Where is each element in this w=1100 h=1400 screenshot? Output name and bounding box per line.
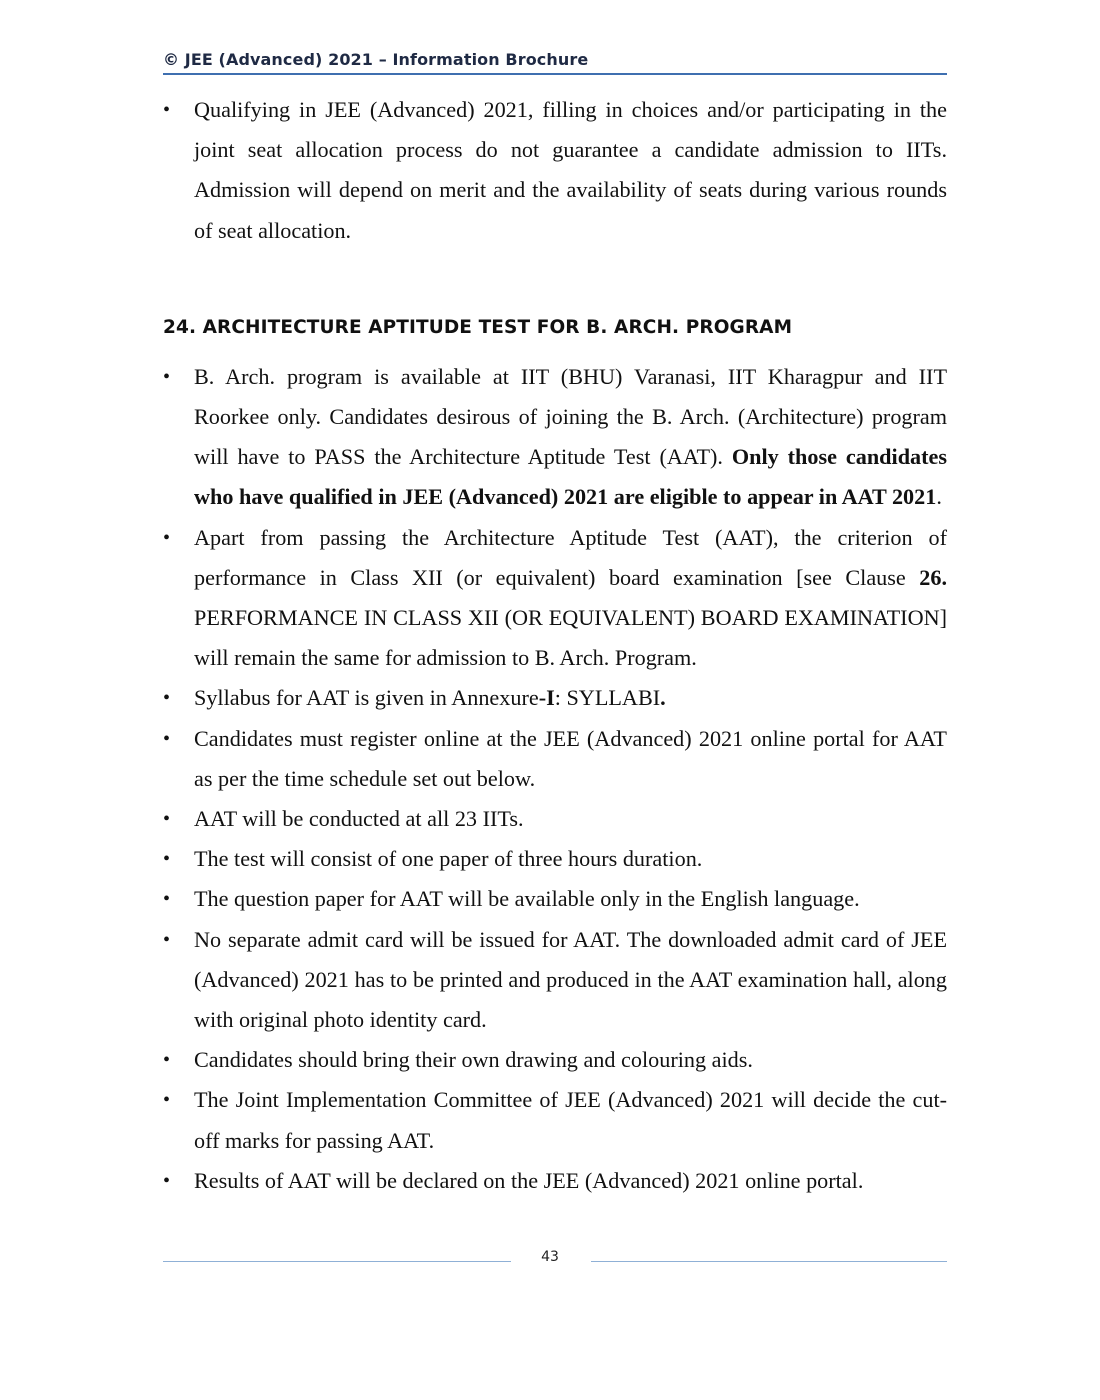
bullet-text: Qualifying in JEE (Advanced) 2021, filling in choices and/or participating in the joint seat allocation process do not guarantee a candidate admission to IITs. Admission will depend on merit and the availability of seats during various rounds of seat allocation. xyxy=(194,97,947,243)
header-rule xyxy=(163,73,947,75)
list-item xyxy=(163,678,947,718)
bullet-icon: • xyxy=(163,848,171,871)
bullet-text: B. Arch. program is available at IIT (BHU) Varanasi, IIT Kharagpur and IIT Roorkee only. Candidates desirous of joining the B. Arch. (Architecture) program will have to PASS the Architecture Aptitude Test (AAT). xyxy=(194,363,947,470)
bullet-icon: • xyxy=(163,687,171,710)
bullet-text: Results of AAT will be declared on the JEE (Advanced) 2021 online portal. xyxy=(194,1167,864,1193)
page-content xyxy=(163,90,947,1201)
bullet-icon: • xyxy=(163,365,171,388)
bullet-text: Candidates should bring their own drawing and colouring aids. xyxy=(194,1047,753,1073)
list-item xyxy=(163,839,947,879)
footer-rule-right xyxy=(591,1261,947,1262)
bullet-icon: • xyxy=(163,888,171,911)
bullet-text: AAT will be conducted at all 23 IITs. xyxy=(194,806,524,832)
list-item xyxy=(163,1040,947,1080)
list-item xyxy=(163,90,947,251)
intro-bullet-list xyxy=(163,90,947,251)
bullet-bold-after: . xyxy=(660,685,666,711)
clause-reference: 26. xyxy=(919,564,947,590)
list-item xyxy=(163,879,947,919)
bullet-text: The test will consist of one paper of three hours duration. xyxy=(194,846,703,872)
list-item xyxy=(163,1080,947,1160)
bullet-text: Syllabus for AAT is given in Annexure xyxy=(194,685,539,711)
bullet-text-after: . xyxy=(936,484,942,510)
list-item xyxy=(163,518,947,679)
list-item xyxy=(163,719,947,799)
bullet-icon: • xyxy=(163,526,171,549)
list-item xyxy=(163,920,947,1041)
bullet-icon: • xyxy=(163,1049,171,1072)
bullet-icon: • xyxy=(163,99,171,121)
list-item xyxy=(163,1161,947,1201)
list-item xyxy=(163,357,947,518)
section-bullet-list xyxy=(163,357,947,1201)
section-heading: 24. ARCHITECTURE APTITUDE TEST FOR B. ARCH. PROGRAM xyxy=(163,316,793,338)
bullet-icon: • xyxy=(163,1169,171,1192)
bullet-icon: • xyxy=(163,1089,171,1112)
bullet-text: Candidates must register online at the JEE (Advanced) 2021 online portal for AAT as per the time schedule set out below. xyxy=(194,725,947,791)
list-item xyxy=(163,799,947,839)
bullet-icon: • xyxy=(163,727,171,750)
document-header: © JEE (Advanced) 2021 – Information Brochure xyxy=(163,50,589,69)
bullet-bold-text: Only those candidates who have qualified in JEE (Advanced) 2021 are eligible to appear in AAT 2021 xyxy=(194,444,947,510)
annexure-reference: -I xyxy=(538,685,555,711)
bullet-text: The question paper for AAT will be available only in the English language. xyxy=(194,886,860,912)
bullet-text: The Joint Implementation Committee of JEE (Advanced) 2021 will decide the cut-off marks for passing AAT. xyxy=(194,1087,947,1153)
bullet-icon: • xyxy=(163,808,171,831)
bullet-text: Apart from passing the Architecture Aptitude Test (AAT), the criterion of performance in Class XII (or equivalent) board examination [see Clause xyxy=(194,524,947,590)
bullet-icon: • xyxy=(163,928,171,951)
page-number: 43 xyxy=(541,1249,559,1265)
bullet-text-after: PERFORMANCE IN CLASS XII (OR EQUIVALENT) BOARD EXAMINATION] will remain the same for admission to B. Arch. Program. xyxy=(194,605,947,671)
bullet-text-after: : SYLLABI xyxy=(554,685,661,711)
bullet-text: No separate admit card will be issued for AAT. The downloaded admit card of JEE (Advanced) 2021 has to be printed and produced in the AAT examination hall, along with original photo identity card. xyxy=(194,926,947,1033)
footer-rule-left xyxy=(163,1261,511,1262)
